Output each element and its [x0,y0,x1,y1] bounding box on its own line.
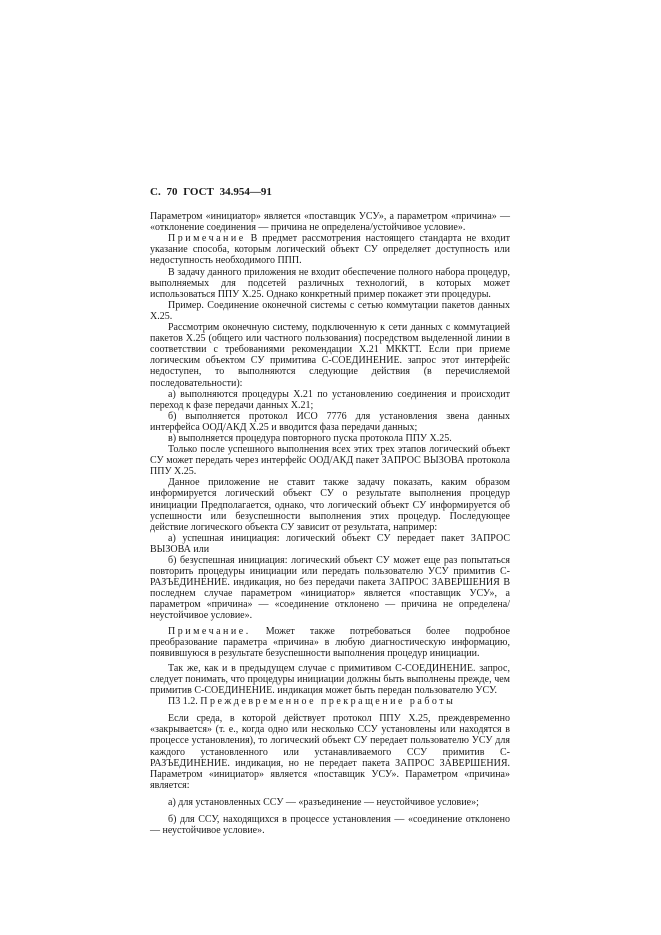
note-paragraph [150,233,510,266]
note-paragraph [150,626,510,659]
paragraph: Если среда, в которой действует протокол ППУ X.25, преждевременно «закрывается» (т. е., когда одно или несколько ССУ установлены или находятся в процессе установления), то логический объект СУ передает пользователю УСУ для каждого установленного или устанавливаемого ССУ примитив С-РАЗЪЕДИНЕНИЕ. индикация, но не передает пакета ЗАПРОС ЗАВЕРШЕНИЯ. Параметром «инициатор» является «поставщик УСУ». Параметром «причина» является: [150,713,510,791]
paragraph: Параметром «инициатор» является «поставщик УСУ», а параметром «причина» — «отклонение соединения — причина не определена/устойчивое условие». [150,211,510,234]
note-text: В предмет рассмотрения настоящего стандарта не входит указание способа, которым логический объект СУ определяет доступность или недоступность необходимого ППП. [150,233,510,267]
section-heading [150,696,510,707]
section-title: Преждевременное прекращение работы [200,696,456,708]
note-label: Примечание. [168,625,251,637]
list-item: в) выполняется процедура повторного пуска протокола ППУ X.25. [168,432,452,444]
list-item: а) для установленных ССУ — «разъединение — неустойчивое условие»; [168,796,479,808]
standard-code: ГОСТ 34.954—91 [183,186,272,198]
paragraph: Только после успешного выполнения всех этих трех этапов логический объект СУ может передать через интерфейс ООД/АКД пакет ЗАПРОС ВЫЗОВА протокола ППУ X.25. [150,444,510,478]
section-number: П3 1.2. [168,696,198,708]
document-page [150,187,510,836]
page-header [150,187,510,198]
page-number: С. 70 [150,186,178,198]
list-item: б) безуспешная инициация: логический объект СУ может еще раз попытаться повторить процедуры инициации или передать пользователю УСУ примитив С-РАЗЪЕДИНЕНИЕ. индикация, но без передачи пакета ЗАПРОС ЗАВЕРШЕНИЯ В последнем случае параметром «инициатор» является «поставщик УСУ», а параметром «причина» — «соединение отклонено — причина не определена/неустойчивое условие». [150,555,510,622]
note-label: Примечание [168,233,246,245]
paragraph: Так же, как и в предыдущем случае с примитивом С-СОЕДИНЕНИЕ. запрос, следует понимать, что процедуры инициации должны быть выполнены прежде, чем примитив С-СОЕДИНЕНИЕ. индикация может быть передан пользователю УСУ. [150,662,510,697]
list-item: а) успешная инициация: логический объект СУ передает пакет ЗАПРОС ВЫЗОВА или [150,532,510,555]
list-item: б) для ССУ, находящихся в процессе установления — «соединение отклонено — неустойчивое условие». [150,813,510,837]
paragraph: Рассмотрим оконечную систему, подключенную к сети данных с коммутацией пакетов X.25 (общего или частного пользования) посредством выделенной линии в соответствии с требованиями рекомендации X.21 МККТТ. Если при приеме логическим объектом СУ примитива С-СОЕДИНЕНИЕ. запрос этот интерфейс недоступен, то выполняются следующие действия (в перечисляемой последовательности): [150,322,510,389]
paragraph: Данное приложение не ставит также задачу показать, каким образом информируется логический объект СУ о результате выполнения процедур инициации Предполагается, однако, что логический объект СУ информируется об успешности или безуспешности выполнения этих процедур. Последующее действие логического объекта СУ зависит от результата, например: [150,477,510,533]
list-item: а) выполняются процедуры X.21 по установлению соединения и происходит переход к фазе передачи данных X.21; [150,388,510,411]
example-paragraph: Пример. Соединение оконечной системы с сетью коммутации пакетов данных X.25. [150,299,510,322]
note-text: Может также потребоваться более подробное преобразование параметра «причина» в любую диагностическую информацию, появившуюся в результате безуспешности выполнения процедур инициации. [150,625,510,659]
list-item: б) выполняется протокол ИСО 7776 для установления звена данных интерфейса ООД/АКД X.25 и вводится фаза передачи данных; [150,410,510,433]
paragraph: В задачу данного приложения не входит обеспечение полного набора процедур, выполняемых для подсетей различных технологий, в которых может использоваться ППУ X.25. Однако конкретный пример покажет эти процедуры. [150,266,510,300]
